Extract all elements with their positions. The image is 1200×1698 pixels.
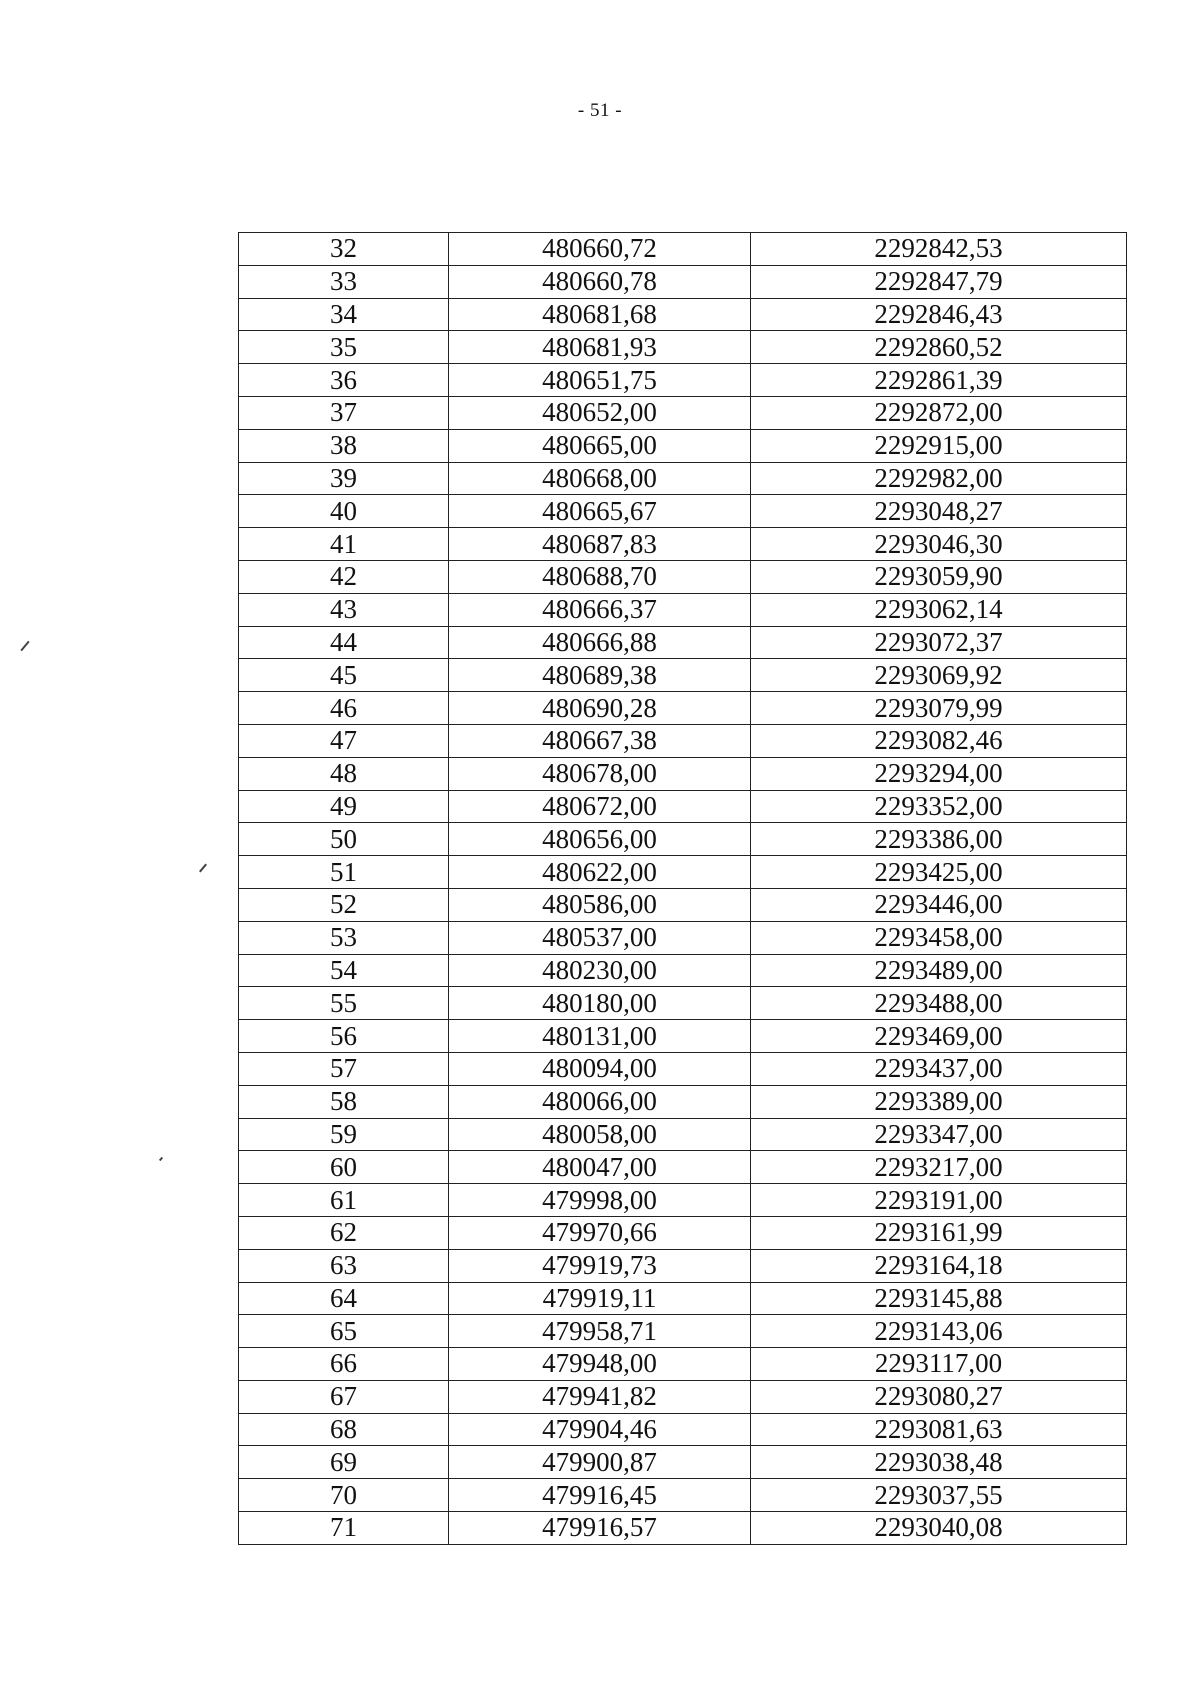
point-number-cell: 57 xyxy=(239,1052,449,1085)
table-row xyxy=(239,692,1127,725)
y-coordinate-cell: 2293062,14 xyxy=(751,593,1127,626)
y-coordinate-cell: 2292861,39 xyxy=(751,364,1127,397)
y-coordinate-cell: 2292915,00 xyxy=(751,429,1127,462)
table-row xyxy=(239,1085,1127,1118)
point-number-cell: 64 xyxy=(239,1282,449,1315)
y-coordinate-cell: 2293191,00 xyxy=(751,1184,1127,1217)
y-coordinate-cell: 2292842,53 xyxy=(751,233,1127,266)
page-number: - 51 - xyxy=(577,100,623,121)
y-coordinate-cell: 2293046,30 xyxy=(751,528,1127,561)
x-coordinate-cell: 479970,66 xyxy=(449,1216,751,1249)
y-coordinate-cell: 2293161,99 xyxy=(751,1216,1127,1249)
point-number-cell: 49 xyxy=(239,790,449,823)
point-number-cell: 63 xyxy=(239,1249,449,1282)
y-coordinate-cell: 2293079,99 xyxy=(751,692,1127,725)
table-row xyxy=(239,1118,1127,1151)
x-coordinate-cell: 480689,38 xyxy=(449,659,751,692)
table-row xyxy=(239,856,1127,889)
y-coordinate-cell: 2293489,00 xyxy=(751,954,1127,987)
y-coordinate-cell: 2293059,90 xyxy=(751,560,1127,593)
point-number-cell: 43 xyxy=(239,593,449,626)
x-coordinate-cell: 479941,82 xyxy=(449,1380,751,1413)
point-number-cell: 41 xyxy=(239,528,449,561)
x-coordinate-cell: 480656,00 xyxy=(449,823,751,856)
y-coordinate-cell: 2292872,00 xyxy=(751,396,1127,429)
y-coordinate-cell: 2293117,00 xyxy=(751,1348,1127,1381)
y-coordinate-cell: 2293488,00 xyxy=(751,987,1127,1020)
table-row xyxy=(239,1348,1127,1381)
point-number-cell: 70 xyxy=(239,1479,449,1512)
y-coordinate-cell: 2293458,00 xyxy=(751,921,1127,954)
table-row xyxy=(239,429,1127,462)
table-row xyxy=(239,364,1127,397)
x-coordinate-cell: 480678,00 xyxy=(449,757,751,790)
table-row xyxy=(239,495,1127,528)
table-row xyxy=(239,1479,1127,1512)
point-number-cell: 52 xyxy=(239,888,449,921)
table-row xyxy=(239,298,1127,331)
y-coordinate-cell: 2293037,55 xyxy=(751,1479,1127,1512)
table-row xyxy=(239,823,1127,856)
point-number-cell: 55 xyxy=(239,987,449,1020)
table-row xyxy=(239,1380,1127,1413)
y-coordinate-cell: 2293446,00 xyxy=(751,888,1127,921)
x-coordinate-cell: 480094,00 xyxy=(449,1052,751,1085)
y-coordinate-cell: 2293048,27 xyxy=(751,495,1127,528)
x-coordinate-cell: 480651,75 xyxy=(449,364,751,397)
y-coordinate-cell: 2293072,37 xyxy=(751,626,1127,659)
y-coordinate-cell: 2293469,00 xyxy=(751,1020,1127,1053)
x-coordinate-cell: 480666,88 xyxy=(449,626,751,659)
point-number-cell: 32 xyxy=(239,233,449,266)
point-number-cell: 48 xyxy=(239,757,449,790)
x-coordinate-cell: 480668,00 xyxy=(449,462,751,495)
y-coordinate-cell: 2293294,00 xyxy=(751,757,1127,790)
table-row xyxy=(239,1282,1127,1315)
y-coordinate-cell: 2293081,63 xyxy=(751,1413,1127,1446)
table-row xyxy=(239,233,1127,266)
table-row xyxy=(239,1249,1127,1282)
table-row xyxy=(239,954,1127,987)
table-row xyxy=(239,757,1127,790)
table-row xyxy=(239,1216,1127,1249)
point-number-cell: 65 xyxy=(239,1315,449,1348)
table-row xyxy=(239,1315,1127,1348)
x-coordinate-cell: 479900,87 xyxy=(449,1446,751,1479)
table-row xyxy=(239,1446,1127,1479)
point-number-cell: 33 xyxy=(239,265,449,298)
y-coordinate-cell: 2293389,00 xyxy=(751,1085,1127,1118)
x-coordinate-cell: 480667,38 xyxy=(449,724,751,757)
table-row xyxy=(239,593,1127,626)
table-row xyxy=(239,626,1127,659)
point-number-cell: 35 xyxy=(239,331,449,364)
x-coordinate-cell: 480687,83 xyxy=(449,528,751,561)
y-coordinate-cell: 2293143,06 xyxy=(751,1315,1127,1348)
y-coordinate-cell: 2293352,00 xyxy=(751,790,1127,823)
y-coordinate-cell: 2293425,00 xyxy=(751,856,1127,889)
x-coordinate-cell: 480660,72 xyxy=(449,233,751,266)
point-number-cell: 51 xyxy=(239,856,449,889)
x-coordinate-cell: 479916,45 xyxy=(449,1479,751,1512)
point-number-cell: 59 xyxy=(239,1118,449,1151)
x-coordinate-cell: 480047,00 xyxy=(449,1151,751,1184)
point-number-cell: 36 xyxy=(239,364,449,397)
y-coordinate-cell: 2292860,52 xyxy=(751,331,1127,364)
point-number-cell: 50 xyxy=(239,823,449,856)
y-coordinate-cell: 2293386,00 xyxy=(751,823,1127,856)
x-coordinate-cell: 480681,93 xyxy=(449,331,751,364)
point-number-cell: 58 xyxy=(239,1085,449,1118)
y-coordinate-cell: 2292982,00 xyxy=(751,462,1127,495)
x-coordinate-cell: 480180,00 xyxy=(449,987,751,1020)
table-row xyxy=(239,265,1127,298)
y-coordinate-cell: 2293145,88 xyxy=(751,1282,1127,1315)
x-coordinate-cell: 480672,00 xyxy=(449,790,751,823)
x-coordinate-cell: 480058,00 xyxy=(449,1118,751,1151)
point-number-cell: 38 xyxy=(239,429,449,462)
x-coordinate-cell: 480131,00 xyxy=(449,1020,751,1053)
x-coordinate-cell: 479998,00 xyxy=(449,1184,751,1217)
table-row xyxy=(239,462,1127,495)
y-coordinate-cell: 2293040,08 xyxy=(751,1512,1127,1545)
y-coordinate-cell: 2293217,00 xyxy=(751,1151,1127,1184)
table-row xyxy=(239,528,1127,561)
table-row xyxy=(239,396,1127,429)
table-row xyxy=(239,724,1127,757)
x-coordinate-cell: 480230,00 xyxy=(449,954,751,987)
point-number-cell: 34 xyxy=(239,298,449,331)
x-coordinate-cell: 480681,68 xyxy=(449,298,751,331)
x-coordinate-cell: 479919,73 xyxy=(449,1249,751,1282)
point-number-cell: 69 xyxy=(239,1446,449,1479)
x-coordinate-cell: 480622,00 xyxy=(449,856,751,889)
scan-mark xyxy=(159,1157,163,1161)
x-coordinate-cell: 480665,00 xyxy=(449,429,751,462)
y-coordinate-cell: 2293069,92 xyxy=(751,659,1127,692)
x-coordinate-cell: 480066,00 xyxy=(449,1085,751,1118)
table-row xyxy=(239,1184,1127,1217)
table-row xyxy=(239,331,1127,364)
x-coordinate-cell: 480666,37 xyxy=(449,593,751,626)
point-number-cell: 47 xyxy=(239,724,449,757)
point-number-cell: 39 xyxy=(239,462,449,495)
point-number-cell: 71 xyxy=(239,1512,449,1545)
point-number-cell: 66 xyxy=(239,1348,449,1381)
table-row xyxy=(239,1151,1127,1184)
x-coordinate-cell: 480652,00 xyxy=(449,396,751,429)
table-row xyxy=(239,1512,1127,1545)
point-number-cell: 37 xyxy=(239,396,449,429)
point-number-cell: 62 xyxy=(239,1216,449,1249)
x-coordinate-cell: 480690,28 xyxy=(449,692,751,725)
x-coordinate-cell: 479958,71 xyxy=(449,1315,751,1348)
x-coordinate-cell: 480586,00 xyxy=(449,888,751,921)
x-coordinate-cell: 479904,46 xyxy=(449,1413,751,1446)
scan-mark xyxy=(199,864,207,873)
point-number-cell: 40 xyxy=(239,495,449,528)
point-number-cell: 61 xyxy=(239,1184,449,1217)
table-row xyxy=(239,921,1127,954)
x-coordinate-cell: 480665,67 xyxy=(449,495,751,528)
table-row xyxy=(239,987,1127,1020)
x-coordinate-cell: 479948,00 xyxy=(449,1348,751,1381)
point-number-cell: 60 xyxy=(239,1151,449,1184)
scan-mark xyxy=(20,641,29,651)
x-coordinate-cell: 479919,11 xyxy=(449,1282,751,1315)
y-coordinate-cell: 2293080,27 xyxy=(751,1380,1127,1413)
y-coordinate-cell: 2293082,46 xyxy=(751,724,1127,757)
point-number-cell: 67 xyxy=(239,1380,449,1413)
coordinates-table xyxy=(238,232,1127,1545)
point-number-cell: 46 xyxy=(239,692,449,725)
x-coordinate-cell: 480537,00 xyxy=(449,921,751,954)
table-row xyxy=(239,659,1127,692)
point-number-cell: 54 xyxy=(239,954,449,987)
table-row xyxy=(239,560,1127,593)
x-coordinate-cell: 480688,70 xyxy=(449,560,751,593)
point-number-cell: 42 xyxy=(239,560,449,593)
y-coordinate-cell: 2293164,18 xyxy=(751,1249,1127,1282)
y-coordinate-cell: 2293437,00 xyxy=(751,1052,1127,1085)
point-number-cell: 68 xyxy=(239,1413,449,1446)
y-coordinate-cell: 2293347,00 xyxy=(751,1118,1127,1151)
point-number-cell: 53 xyxy=(239,921,449,954)
y-coordinate-cell: 2293038,48 xyxy=(751,1446,1127,1479)
table-row xyxy=(239,1413,1127,1446)
table-row xyxy=(239,1052,1127,1085)
table-row xyxy=(239,1020,1127,1053)
table-row xyxy=(239,888,1127,921)
y-coordinate-cell: 2292846,43 xyxy=(751,298,1127,331)
point-number-cell: 44 xyxy=(239,626,449,659)
coordinates-table-body xyxy=(239,233,1127,1545)
point-number-cell: 56 xyxy=(239,1020,449,1053)
table-row xyxy=(239,790,1127,823)
y-coordinate-cell: 2292847,79 xyxy=(751,265,1127,298)
point-number-cell: 45 xyxy=(239,659,449,692)
x-coordinate-cell: 480660,78 xyxy=(449,265,751,298)
x-coordinate-cell: 479916,57 xyxy=(449,1512,751,1545)
